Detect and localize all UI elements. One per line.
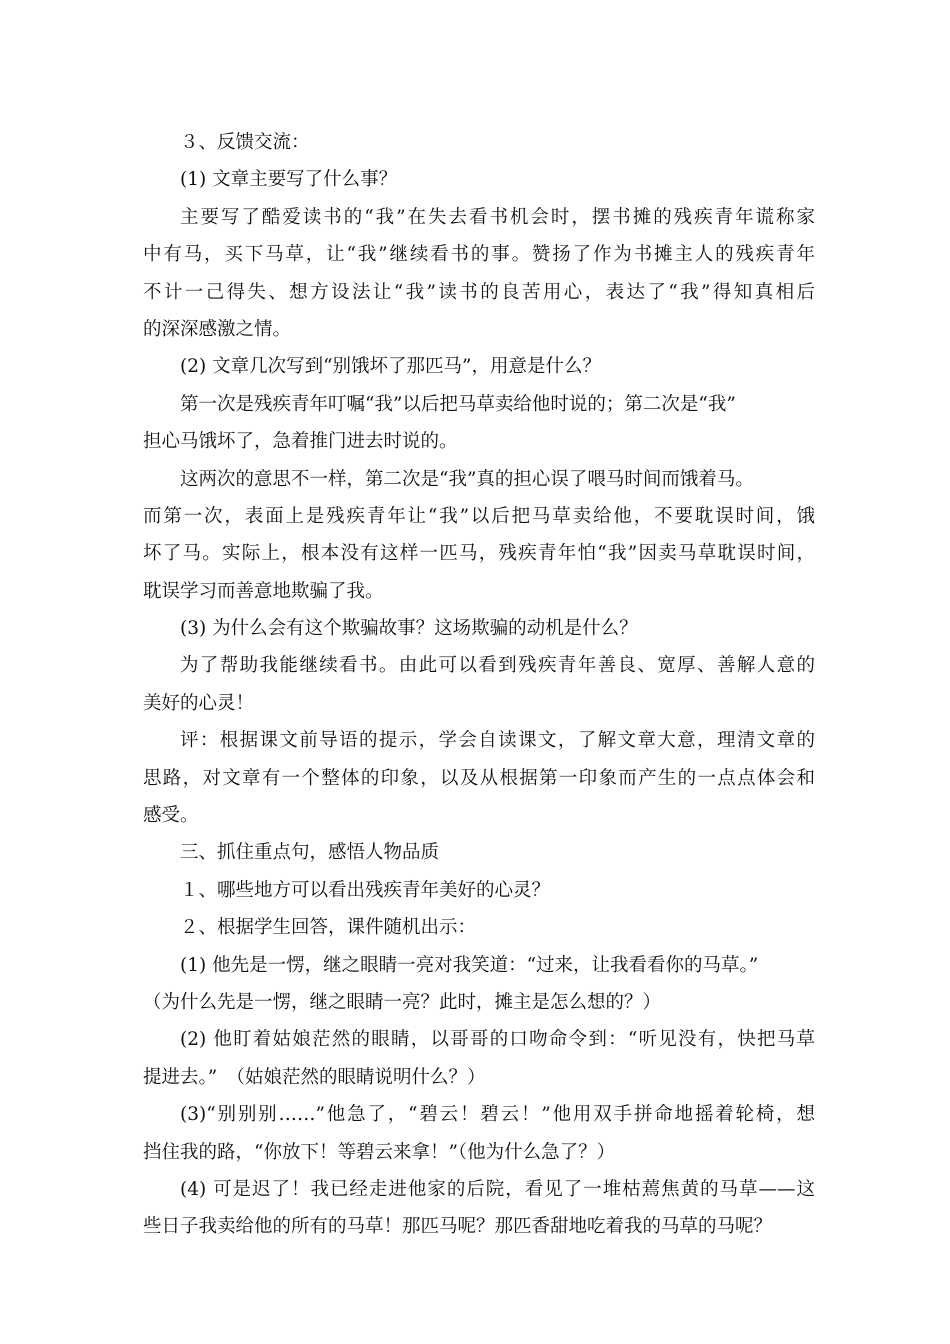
text-line: （为什么先是一愣，继之眼睛一亮？此时，摊主是怎么想的？） xyxy=(143,991,662,1013)
text-line: 思路，对文章有一个整体的印象，以及从根据第一印象而产生的一点点体会和 xyxy=(143,767,815,789)
text-line: 评：根据课文前导语的提示，学会自读课文，了解文章大意，理清文章的 xyxy=(180,730,815,752)
text-line: ３、反馈交流： xyxy=(180,132,310,153)
text-line: 美好的心灵！ xyxy=(143,692,255,714)
text-line: 不计一己得失、想方设法让“我”读书的良苦用心，表达了“我”得知真相后 xyxy=(143,281,815,303)
text-line: 挡住我的路，“你放下！等碧云来拿！”（他为什么急了？） xyxy=(143,1141,616,1163)
text-line: 些日子我卖给他的所有的马草！那匹马呢？那匹香甜地吃着我的马草的马呢？ xyxy=(143,1216,773,1238)
text-line: 这两次的意思不一样，第二次是“我”真的担心误了喂马时间而饿着马。 xyxy=(180,468,754,490)
text-line: 主要写了酷爱读书的“我”在失去看书机会时，摆书摊的残疾青年谎称家 xyxy=(180,206,815,228)
text-line: 担心马饿坏了，急着推门进去时说的。 xyxy=(143,431,458,453)
text-line: (3) 为什么会有这个欺骗故事？这场欺骗的动机是什么？ xyxy=(180,618,638,640)
text-line: ２、根据学生回答，课件随机出示： xyxy=(180,917,477,939)
text-line: (2) 他盯着姑娘茫然的眼睛，以哥哥的口吻命令到：“听见没有，快把马草 xyxy=(180,1029,815,1051)
text-line: 感受。 xyxy=(143,805,199,827)
text-line: (1) 他先是一愣，继之眼睛一亮对我笑道：“过来，让我看看你的马草。” xyxy=(180,954,759,976)
text-line: 第一次是残疾青年叮嘱“我”以后把马草卖给他时说的；第二次是“我” xyxy=(180,393,736,415)
text-line: (1) 文章主要写了什么事？ xyxy=(180,169,398,191)
document-body xyxy=(143,124,815,1246)
text-line: １、哪些地方可以看出残疾青年美好的心灵？ xyxy=(180,879,551,901)
text-line: (4) 可是迟了！我已经走进他家的后院，看见了一堆枯蔫焦黄的马草——这 xyxy=(180,1178,815,1200)
text-line: 三、抓住重点句，感悟人物品质 xyxy=(180,842,440,864)
text-line: 而第一次，表面上是残疾青年让“我”以后把马草卖给他，不要耽误时间，饿 xyxy=(143,505,815,527)
text-line: 为了帮助我能继续看书。由此可以看到残疾青年善良、宽厚、善解人意的 xyxy=(180,655,815,677)
text-line: 坏了马。实际上，根本没有这样一匹马，残疾青年怕“我”因卖马草耽误时间， xyxy=(143,543,815,565)
text-line: 中有马，买下马草，让“我”继续看书的事。赞扬了作为书摊主人的残疾青年 xyxy=(143,244,815,266)
text-line: (3)“别别别……”他急了，“碧云！碧云！”他用双手拼命地摇着轮椅，想 xyxy=(180,1104,815,1126)
text-line: 耽误学习而善意地欺骗了我。 xyxy=(143,580,384,602)
text-line: (2) 文章几次写到“别饿坏了那匹马”，用意是什么？ xyxy=(180,356,602,378)
text-line: 的深深感激之情。 xyxy=(143,318,292,340)
text-line: 提进去。” （姑娘茫然的眼睛说明什么？） xyxy=(143,1066,486,1088)
